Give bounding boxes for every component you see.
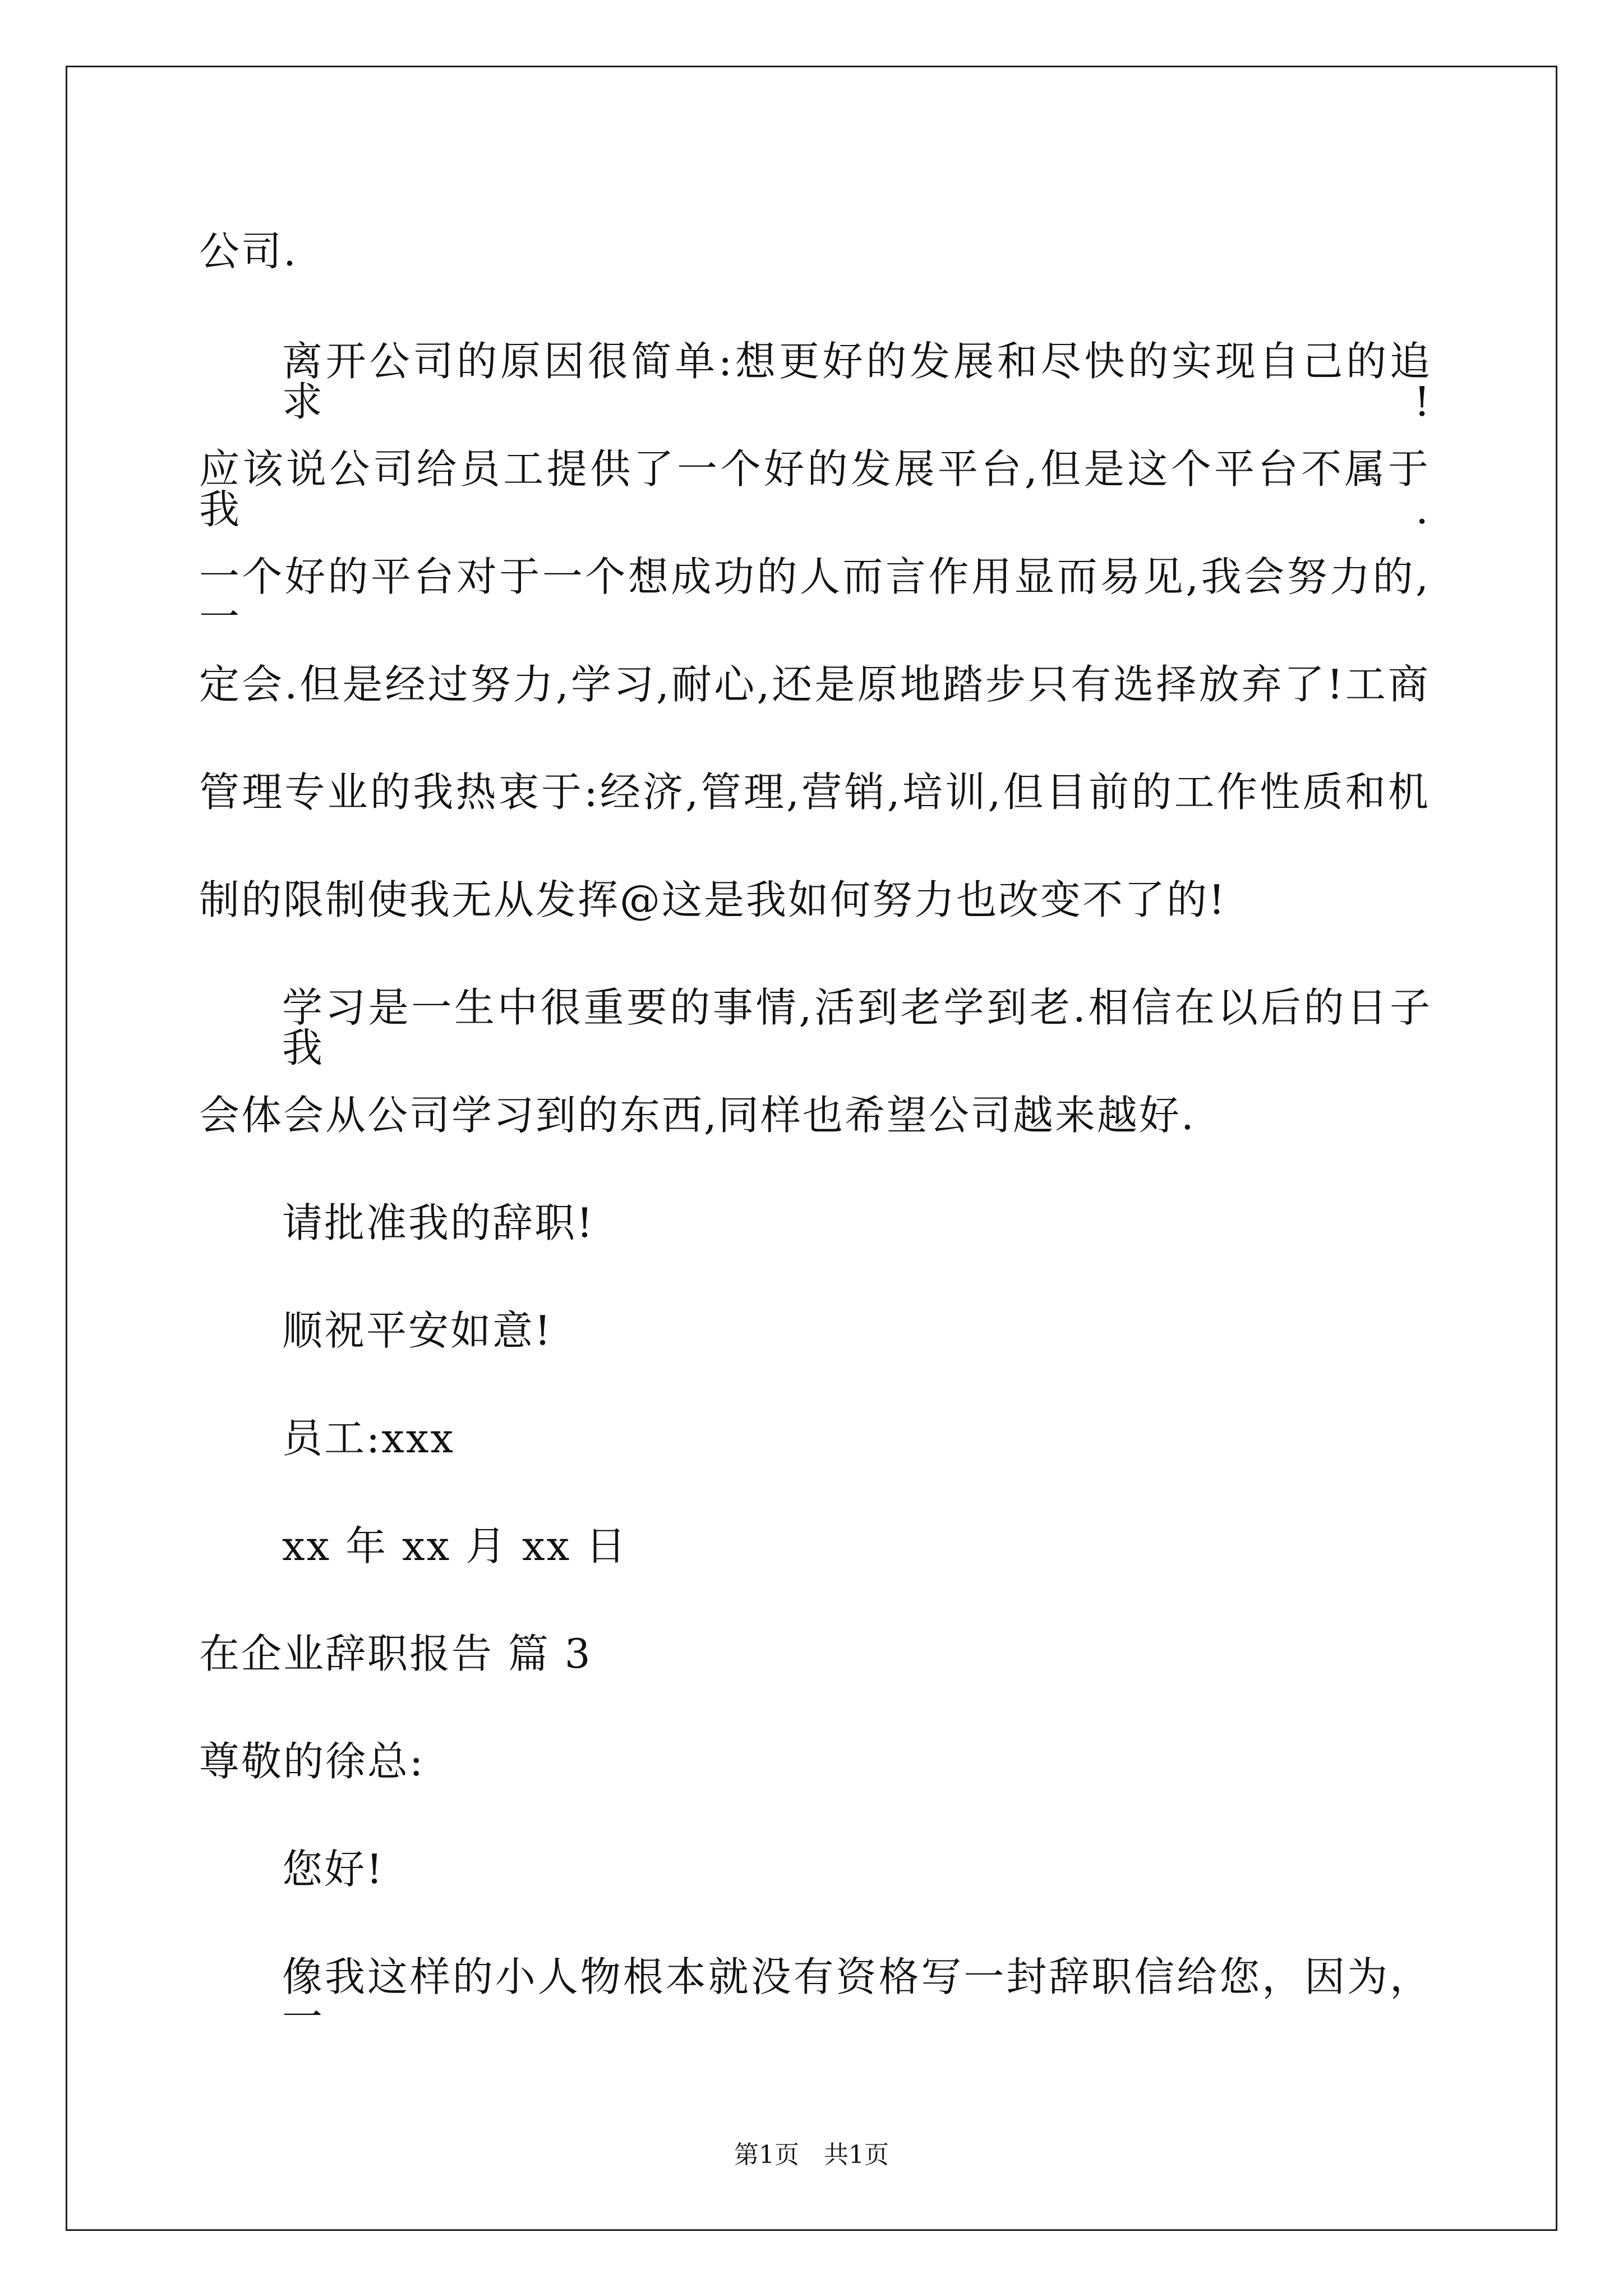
text-line: 请批准我的辞职! [282,1199,594,1246]
text-line: 应该说公司给员工提供了一个好的发展平台,但是这个平台不属于我. [199,445,1430,533]
signature-date: xx 年 xx 月 xx 日 [282,1522,628,1570]
text-line: 管理专业的我热衷于:经济,管理,营销,培训,但目前的工作性质和机 [199,769,1430,816]
text-line: 会体会从公司学习到的东西,同样也希望公司越来越好. [199,1092,1196,1139]
text-line: 学习是一生中很重要的事情,活到老学到老.相信在以后的日子我 [282,984,1432,1071]
text-line: 公司. [199,228,298,275]
salutation: 尊敬的徐总: [199,1738,425,1785]
signature-name: 员工:xxx [282,1415,455,1462]
text-line: 制的限制使我无从发挥@这是我如何努力也改变不了的! [199,876,1227,923]
section-heading: 在企业辞职报告 篇 3 [199,1630,592,1677]
text-line: 像我这样的小人物根本就没有资格写一封辞职信给您，因为，一 [282,1953,1432,2041]
text-line: 顺祝平安如意! [282,1307,552,1354]
text-line: 定会.但是经过努力,学习,耐心,还是原地踏步只有选择放弃了!工商 [199,661,1430,708]
page-footer: 第1页 共1页 [734,2141,889,2169]
text-line: 一个好的平台对于一个想成功的人而言作用显而易见,我会努力的,一 [199,553,1430,641]
text-line: 离开公司的原因很简单:想更好的发展和尽快的实现自己的追求! [282,338,1432,425]
greeting: 您好! [282,1846,384,1893]
